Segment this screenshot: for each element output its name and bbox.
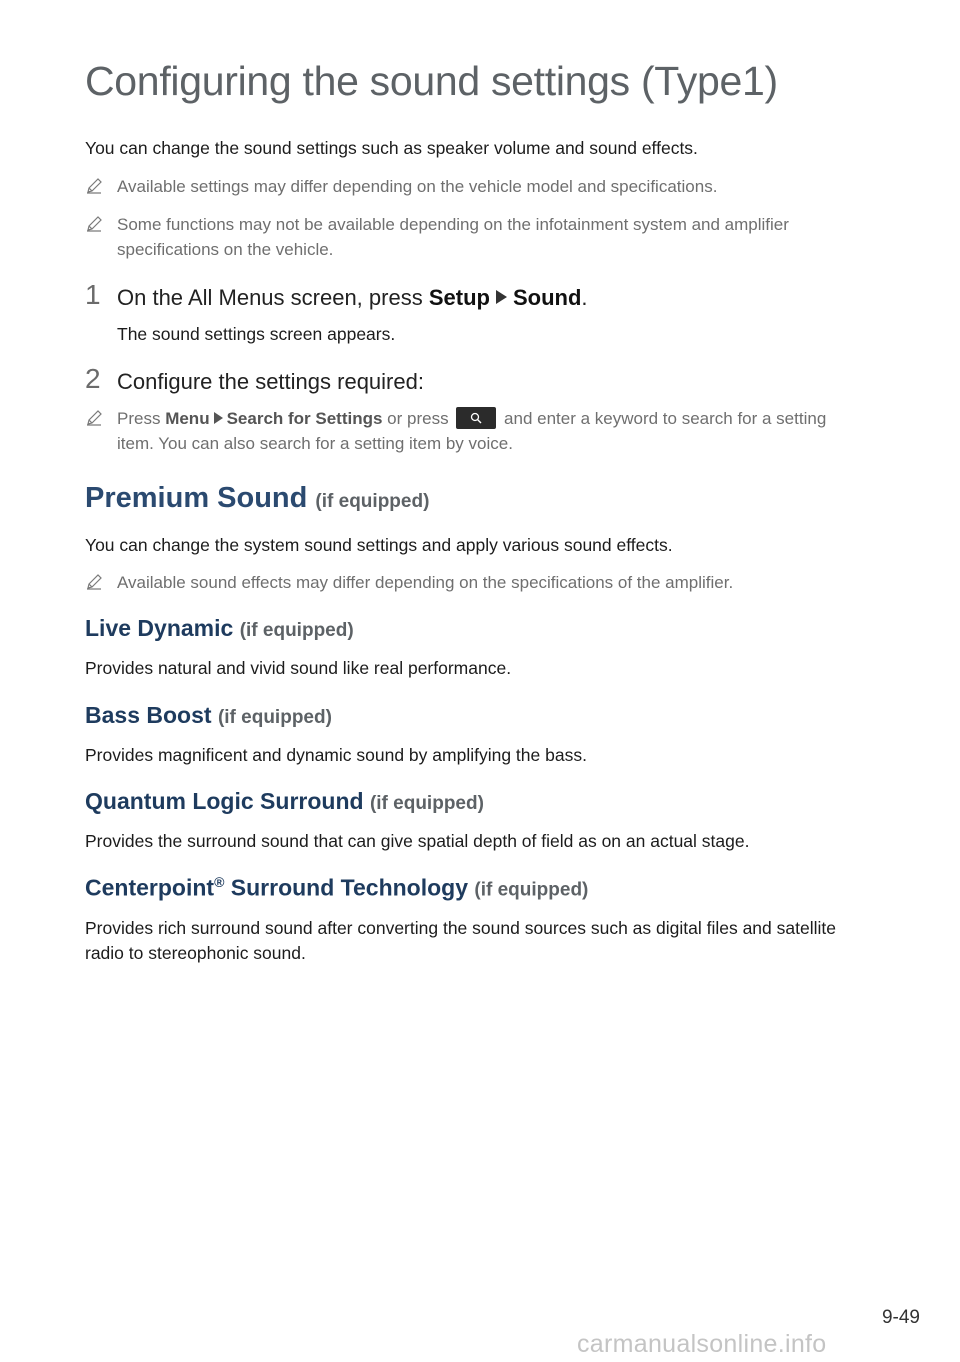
sound-label: Sound [512,285,582,310]
pencil-note-icon [85,573,103,591]
note-text: Available sound effects may differ depending on the specifications of the amplifier. [117,573,734,592]
step-1 [85,279,588,312]
feature-desc: Provides the surround sound that can give spatial depth of field as on an actual stage. [85,831,750,851]
arrow-right-icon [496,290,507,304]
step-2 [85,363,424,396]
condition-label: (if equipped) [217,707,332,728]
note [85,212,865,262]
note [85,406,865,456]
step-text: On the All Menus screen, press Setup Sound. [117,285,588,310]
page-number: 9-49 [881,1307,920,1328]
search-icon [470,412,482,424]
condition-label: (if equipped) [315,491,430,512]
feature-heading: Quantum Logic Surround (if equipped) [85,788,484,814]
arrow-right-icon [214,412,223,424]
pencil-note-icon [85,215,103,233]
trademark-symbol: ® [214,874,225,890]
note-text: Available settings may differ depending on the vehicle model and specifications. [117,177,718,196]
feature-desc: Provides natural and vivid sound like real performance. [85,658,512,678]
feature-heading: Live Dynamic (if equipped) [85,615,354,641]
intro-text: You can change the sound settings such as speaker volume and sound effects. [85,138,698,158]
search-for-settings-label: Search for Settings [226,409,383,428]
premium-sound-heading: Premium Sound (if equipped) [85,482,430,514]
step-number: 2 [85,363,101,394]
pencil-note-icon [85,177,103,195]
page-title: Configuring the sound settings (Type1) [85,58,778,104]
premium-desc: You can change the system sound settings and apply various sound effects. [85,535,673,555]
condition-label: (if equipped) [474,879,589,901]
note [85,570,865,595]
menu-label: Menu [165,409,210,428]
feature-heading: Bass Boost (if equipped) [85,702,332,728]
condition-label: (if equipped) [369,793,484,814]
watermark: carmanualsonline.info [577,1330,827,1358]
search-button [456,407,496,429]
step-number: 1 [85,279,101,310]
condition-label: (if equipped) [239,620,354,641]
step-text: Configure the settings required: [117,369,424,394]
pencil-note-icon [85,409,103,427]
note-text: Press Menu Search for Settings or press and enter a keyword to search for a setting item. You can also search for a setting item by voice. [117,406,857,456]
feature-desc: Provides magnificent and dynamic sound by amplifying the bass. [85,745,587,765]
step-1-result: The sound settings screen appears. [117,324,396,344]
note [85,174,865,199]
note-text: Some functions may not be available depending on the infotainment system and amplifier specifications on the vehicle. [117,215,789,259]
feature-heading: Centerpoint® Surround Technology (if equipped) [85,874,589,901]
setup-label: Setup [428,285,490,310]
feature-desc: Provides rich surround sound after converting the sound sources such as digital files and satellite radio to stereophonic sound. [85,918,836,963]
